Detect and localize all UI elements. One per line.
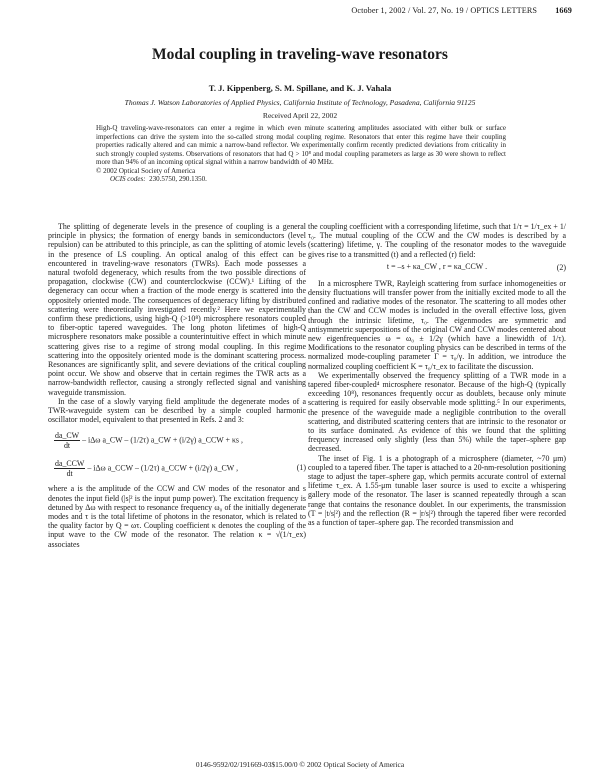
right-column	[308, 222, 566, 527]
left-column	[48, 222, 306, 549]
right-paragraph-4: The inset of Fig. 1 is a photograph of a microsphere (diameter, ~70 μm) coupled to a tapered fiber. The taper is attached to a 20-nm-resolution positioning stage to adjust the taper–sphere gap, which permits accurate control of external lifetime τ_ex. A 1.55-μm tunable laser source is used to excite a whispering gallery mode of the resonator. The laser is scanned repeatedly through a scan range that contains the resonance doublet. In our experiments, the transmission (T = |t/s|²) and the reflection (R = |r/s|²) through the tapered fiber were recorded as a function of taper–sphere gap. The recorded transmission and	[308, 453, 566, 528]
equation-2-number: (2)	[556, 262, 566, 272]
equation-1a-body	[54, 431, 243, 450]
equation-1a-rhs: – iΔω a_CW – (1/2τ) a_CW + (i/2γ) a_CCW + κs ,	[82, 435, 243, 445]
ocis-line	[110, 175, 506, 184]
running-header	[0, 6, 572, 15]
equation-2	[308, 262, 566, 276]
page-footer: 0146-9592/02/191669-03$15.00/0 © 2002 Optical Society of America	[195, 760, 405, 769]
equation-2-body: t = –s + κa_CW , r = κa_CCW .	[386, 261, 488, 271]
left-paragraph-1: The splitting of degenerate levels in the presence of coupling is a general principle in physics; the formation of energy bands in semiconductors (level repulsion) can be attributed to this principle, as can the splitting of atomic levels in the presence of LS coupling. An optical analog of this effect can be encountered in traveling-wave resonators (TWRs). Each mode possesses a natural twofold degeneracy, which results from the two possible directions of propagation, clockwise (CW) and counterclockwise (CCW).¹ Lifting of the degeneracy can occur when a fraction of the mode energy is scattered into the oppositely oriented mode. The consequences of degeneracy lifting by distributed scattering were theoretically investigated recently.² Here we experimentally confirm these predictions, using high-Q (>10⁸) microsphere resonators coupled to fiber-optic tapered waveguides. The long photon lifetimes of high-Q microsphere resonators make possible a counterintuitive effect in which minute scattering gives rise to a regime of strong modal coupling. In this regime scattering into the oppositely oriented mode is the dominant scattering process. Resonances are significantly split, and severe deviations of the critical coupling point occur. We show and observe that in certain regimes the TWR acts as a narrow-bandwidth reflector, causing a strongly reflected signal and vanishing waveguide transmission.	[48, 222, 306, 397]
equation-1b	[48, 456, 306, 480]
left-paragraph-3: where a is the amplitude of the CCW and CW modes of the resonator and s denotes the input field (|s|² is the input pump power). The excitation frequency is detuned by Δω with respect to resonance frequency ω₀ of the initially degenerate modes and τ is the total lifetime of photons in the resonator, which is related to the quality factor by Q = ωτ. Coupling coefficient κ denotes the coupling of the input wave to the CW mode of the resonator. The relation κ = √(1/τ_ex) associates	[48, 484, 306, 549]
equation-1-number: (1)	[296, 463, 306, 473]
received-date: Received April 22, 2002	[262, 111, 338, 120]
ocis-label: OCIS codes:	[110, 175, 146, 183]
ocis-codes: 230.5750, 290.1350.	[149, 175, 207, 183]
page-number: 1669	[555, 6, 572, 15]
author-list: T. J. Kippenberg, S. M. Spillane, and K. J. Vahala	[208, 83, 392, 93]
right-paragraph-2: In a microsphere TWR, Rayleigh scattering from surface inhomogeneities or density fluctuations will transfer power from the initially excited mode to all the confined and radiative modes of the resonator. The scattering to all modes other than the CW and CCW modes is included in the overall effective loss, given through the intrinsic lifetime, τ₀. The eigenmodes are symmetric and antisymmetric superpositions of the original CW and CCW modes centered about new eigenfrequencies ω = ω₀ ± 1/2γ (which have a linewidth of 1/τ). Modifications to the resonator coupling physics can be described in terms of the normalized mode-coupling parameter Γ = τ₀/γ. In addition, we introduce the normalized coupling coefficient K = τ₀/τ_ex to facilitate the discussion.	[308, 278, 566, 371]
equation-1b-rhs: – iΔω a_CCW – (1/2τ) a_CCW + (i/2γ) a_CW ,	[87, 463, 239, 473]
left-paragraph-2: In the case of a slowly varying field amplitude the degenerate modes of a TWR-waveguide system can be described by a simple coupled harmonic oscillator model, equivalent to that presented in Refs. 2 and 3:	[48, 396, 306, 425]
right-paragraph-3: We experimentally observed the frequency splitting of a TWR mode in a tapered fiber-coupled⁴ microsphere resonator. Because of the high-Q (typically exceeding 10⁸), resonances frequently occur as doublets, because only minute scattering is required for easily observable mode splitting.⁵ In our experiments, the presence of the waveguide made a negligible contribution to the overall scattering, and distributed scattering centers that are intrinsic to the resonator or to its surface dominated. As evidence of this we found that the splitting frequency increased only slightly (less than 5%) while the taper–sphere gap decreased.	[308, 370, 566, 454]
affiliation: Thomas J. Watson Laboratories of Applied Physics, California Institute of Technology, Pasadena, California 91125	[124, 98, 476, 107]
journal-line: October 1, 2002 / Vol. 27, No. 19 / OPTICS LETTERS	[351, 6, 538, 15]
equation-1a	[48, 428, 306, 452]
equation-1b-lhs: $\frac{\text{da\_CCW}}{dt}$	[55, 459, 85, 479]
paper-title: Modal coupling in traveling-wave resonators	[152, 46, 448, 63]
abstract	[96, 124, 506, 184]
abstract-text: High-Q traveling-wave-resonators can enter a regime in which even minute scattering amplitudes associated with either bulk or surface imperfections can drive the system into the so-called strong modal coupling regime. Resonators that enter this regime have their coupling properties radically altered and can mimic a narrow-band reflector. We experimentally confirm recently predicted deviations from criticality in such strongly coupled systems. Observations of resonators that had Q > 10⁸ and modal coupling parameters as large as 30 were shown to reflect more than 94% of an incoming optical signal within a narrow bandwidth of 40 MHz.	[96, 124, 506, 166]
equation-1a-lhs: $\frac{da\_CW}{dt}$	[55, 431, 80, 451]
equation-1b-body	[54, 459, 238, 478]
copyright-line: © 2002 Optical Society of America	[96, 166, 196, 175]
right-paragraph-1: the coupling coefficient with a corresponding lifetime, such that 1/τ = 1/τ_ex + 1/τ₀. The mutual coupling of the CCW and the CW modes is described by a (scattering) lifetime, γ. The coupling of the resonator modes to the waveguide gives rise to a transmitted (t) and a reflected (r) field:	[308, 222, 566, 259]
